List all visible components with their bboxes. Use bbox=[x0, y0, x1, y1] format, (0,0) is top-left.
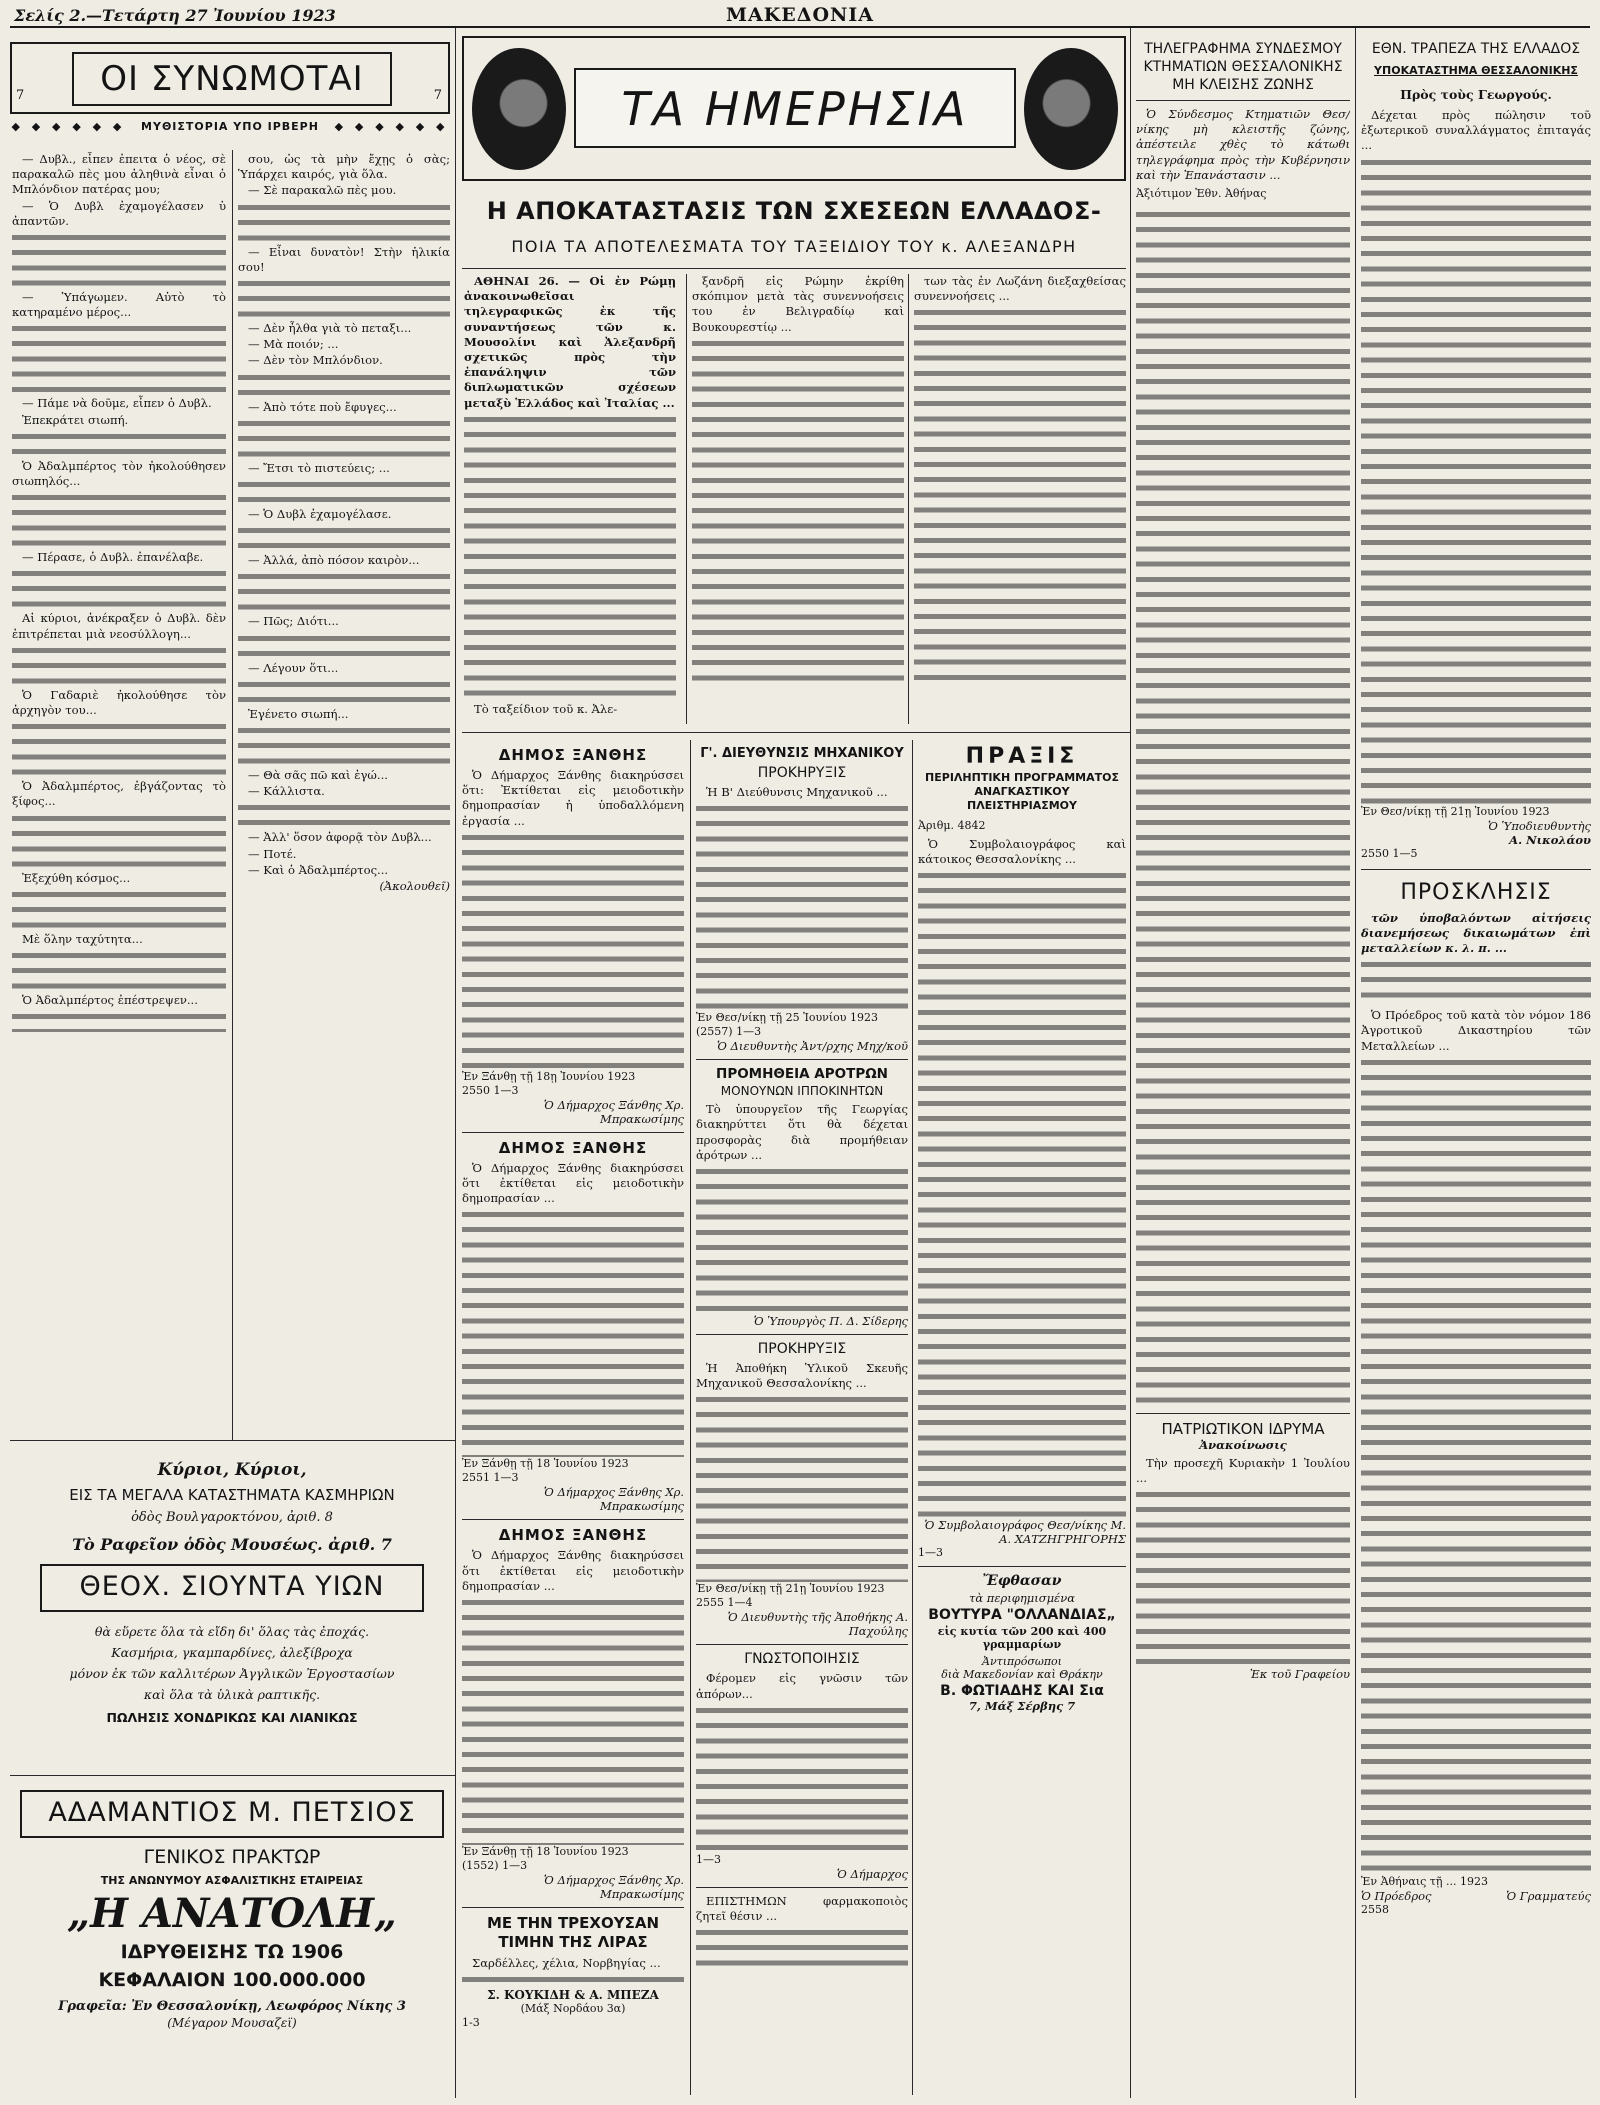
divider bbox=[10, 1775, 455, 1776]
kasmiria-line3: ὁδὸς Βουλγαροκτόνου, ἀριθ. 8 bbox=[131, 1510, 333, 1525]
column-rule bbox=[912, 740, 913, 2095]
gnostopoiisis-body: Φέρομεν εἰς γνῶσιν τῶν ἀπόρων... bbox=[696, 1671, 908, 1701]
gnostopoiisis-title: ΓΝΩΣΤΟΠΟΙΗΣΙΣ bbox=[744, 1651, 860, 1668]
petsios-capital: ΚΕΦΑΛΑΙΟΝ 100.000.000 bbox=[98, 1969, 366, 1991]
telegram-title2: ΚΤΗΜΑΤΙΩΝ ΘΕΣΣΑΛΟΝΙΚΗΣ bbox=[1143, 59, 1343, 75]
mechanics-body: Ἡ Β' Διεύθυνσις Μηχανικοῦ ... bbox=[706, 785, 888, 799]
praxis-column bbox=[918, 740, 1126, 2095]
xanthi-signer: Ὁ Δήμαρχος Ξάνθης Χρ. Μπρακωσίμης bbox=[543, 1097, 684, 1126]
serial-para: — Λέγουν ὅτι... bbox=[248, 660, 339, 675]
serial-para: — Δυβλ., εἶπεν ἐπειτα ὁ νέος, σὲ παρακαλῶ πὲς μου ἀληθινὰ εἶναι ὁ Μπλόνδιον πατέρας μου; bbox=[12, 152, 226, 197]
divider bbox=[462, 732, 1130, 733]
praxis-body: Ὁ Συμβολαιογράφος καὶ κάτοικος Θεσσαλονίκης ... bbox=[918, 837, 1126, 867]
plows-body: Τὸ ὑπουργεῖον τῆς Γεωργίας διακηρύττει ὅτι θὰ δέχεται προσφορὰς διὰ προμήθειαν ἀρότρων ... bbox=[696, 1102, 908, 1162]
xanthi-title: ΔΗΜΟΣ ΞΑΝΘΗΣ bbox=[498, 1138, 648, 1157]
lira-address: (Μάξ Νορδάου 3α) bbox=[520, 2002, 626, 2016]
bank-date: Ἐν Θεσ/νίκῃ τῇ 21ῃ Ἰουνίου 1923 bbox=[1361, 804, 1550, 818]
column-rule bbox=[1355, 28, 1356, 2098]
left-portrait-medallion bbox=[472, 48, 566, 170]
serial-para: — Πέρασε, ὁ Δυβλ. ἐπανέλαβε. bbox=[22, 550, 204, 565]
divider bbox=[462, 268, 1126, 269]
butter-line2: τὰ περιφημισμένα bbox=[969, 1591, 1075, 1606]
news-subhead: ΠΟΙΑ ΤΑ ΑΠΟΤΕΛΕΣΜΑΤΑ ΤΟΥ ΤΑΞΕΙΔΙΟΥ ΤΟΥ κ. ΑΛΕΞΑΝΔΡΗ bbox=[511, 237, 1077, 256]
invitation-title: ΠΡΟΣΚΛΗΣΙΣ bbox=[1400, 879, 1552, 905]
serial-para: — Ἀλλά, ἀπὸ πόσον καιρὸν... bbox=[248, 553, 420, 568]
xanthi-ref: (1552) 1—3 bbox=[462, 1859, 528, 1873]
telegram-title3: ΜΗ ΚΛΕΙΣΗΣ ΖΩΝΗΣ bbox=[1172, 77, 1314, 93]
serial-para: — Σὲ παρακαλῶ πὲς μου. bbox=[248, 183, 397, 198]
serial-subtitle: ◆ ◆ ◆ ◆ ◆ ◆ ΜΥΘΙΣΤΟΡΙΑ ΥΠΟ ΙΡΒΕΡΗ ◆ ◆ ◆ ◆ ◆ ◆ bbox=[11, 120, 449, 133]
xanthi-signer: Ὁ Δήμαρχος Ξάνθης Χρ. Μπρακωσίμης bbox=[543, 1485, 684, 1514]
serial-para: — Ἀλλ' ὅσον ἀφορᾷ τὸν Δυβλ... bbox=[248, 830, 432, 845]
invitation-date: Ἐν Ἀθήναις τῇ ... 1923 bbox=[1361, 1874, 1488, 1888]
news-column-a bbox=[464, 274, 676, 724]
butter-line4: εἰς κυτία τῶν 200 καὶ 400 γραμμαρίων bbox=[937, 1625, 1107, 1652]
xanthi-signer: Ὁ Δήμαρχος Ξάνθης Χρ. Μπρακωσίμης bbox=[543, 1873, 684, 1902]
news-column-b bbox=[692, 274, 904, 724]
serial-subtitle-text: ΜΥΘΙΣΤΟΡΙΑ ΥΠΟ ΙΡΒΕΡΗ bbox=[141, 120, 319, 133]
serial-para: Ἐξεχύθη κόσμος... bbox=[22, 870, 131, 885]
news-column-c bbox=[914, 274, 1126, 724]
patriotic-title: ΠΑΤΡΙΩΤΙΚΟΝ ΙΔΡΥΜΑ bbox=[1161, 1420, 1325, 1439]
lira-ref: 1-3 bbox=[462, 2016, 480, 2030]
bank-signer: Α. Νικολάου bbox=[1509, 832, 1591, 847]
kasmiria-line8: καὶ ὅλα τὰ ὑλικὰ ραπτικῆς. bbox=[143, 1687, 321, 1702]
pharmacy-body: ΕΠΙΣΤΗΜΩΝ φαρμακοποιὸς ζητεῖ θέσιν ... bbox=[696, 1893, 908, 1924]
lira-signer: Σ. ΚΟΥΚΙΔΗ & Α. ΜΠΕΖΑ bbox=[487, 1988, 659, 2003]
petsios-role: ΓΕΝΙΚΟΣ ΠΡΑΚΤΩΡ bbox=[143, 1846, 321, 1868]
xanthi-ref: 2551 1—3 bbox=[462, 1471, 519, 1485]
kasmiria-line1: Κύριοι, Κύριοι, bbox=[157, 1460, 307, 1480]
xanthi-body: Ὁ Δήμαρχος Ξάνθης διακηρύσσει ὅτι ἐκτίθεται εἰς μειοδοτικὴν δημοπρασίαν ... bbox=[462, 1548, 684, 1593]
column-rule bbox=[455, 28, 456, 2098]
xanthi-body: Ὁ Δήμαρχος Ξάνθης διακηρύσσει ὅτι: Ἐκτίθεται εἰς μειοδοτικὴν δημοπρασίαν ἡ ὑποδαλλόμενη ἐργασία ... bbox=[462, 768, 684, 828]
patriotic-subtitle: Ἀνακοίνωσις bbox=[1199, 1438, 1287, 1453]
serial-para: — Πῶς; Διότι... bbox=[248, 614, 339, 629]
prokirixis-date: Ἐν Θεσ/νίκῃ τῇ 21ῃ Ἰουνίου 1923 bbox=[696, 1582, 885, 1596]
petsios-firm: „Η ΑΝΑΤΟΛΗ„ bbox=[67, 1890, 397, 1937]
kasmiria-line2: ΕΙΣ ΤΑ ΜΕΓΑΛΑ ΚΑΤΑΣΤΗΜΑΤΑ ΚΑΣΜΗΡΙΩΝ bbox=[69, 1486, 395, 1504]
petsios-company: ΤΗΣ ΑΝΩΝΥΜΟΥ ΑΣΦΑΛΙΣΤΙΚΗΣ ΕΤΑΙΡΕΙΑΣ bbox=[100, 1874, 364, 1887]
serial-para: — Θὰ σᾶς πῶ καὶ ἐγώ... bbox=[248, 768, 388, 783]
mechanics-ref: (2557) 1—3 bbox=[696, 1025, 762, 1039]
serial-para: — Ποτέ. bbox=[248, 846, 297, 861]
gnostopoiisis-signer: Ὁ Δήμαρχος bbox=[836, 1866, 908, 1881]
lira-title: ΜΕ ΤΗΝ ΤΡΕΧΟΥΣΑΝ ΤΙΜΗΝ ΤΗΣ ΛΙΡΑΣ bbox=[486, 1914, 660, 1952]
serial-para: σου, ὡς τὰ μὴν ἔχῃς ὁ σὰς; Ὑπάρχει καιρός, γιὰ ὅλα. bbox=[238, 152, 450, 182]
serial-para: Ὁ Γαδαριὲ ἠκολούθησε τὸν ἀρχηγὸν του... bbox=[12, 687, 226, 718]
serial-para: — Κάλλιστα. bbox=[248, 784, 325, 799]
serial-column-1 bbox=[12, 152, 226, 1032]
bank-signer-title: Ὁ Ὑποδιευθυντὴς bbox=[1488, 818, 1591, 833]
mechanics-dept: Γ'. ΔΙΕΥΘΥΝΣΙΣ ΜΗΧΑΝΙΚΟΥ bbox=[700, 746, 904, 761]
invitation-signer2: Ὁ Γραμματεύς bbox=[1506, 1888, 1591, 1903]
right-portrait-medallion bbox=[1024, 48, 1118, 170]
praxis-title: ΠΡΑΞΙΣ bbox=[965, 744, 1079, 769]
column-rule bbox=[232, 150, 233, 1440]
serial-para: Μὲ ὅλην ταχύτητα... bbox=[22, 931, 143, 946]
plows-subtitle: ΜΟΝΟΥΝΩΝ ΙΠΠΟΚΙΝΗΤΩΝ bbox=[720, 1084, 884, 1099]
page-header bbox=[10, 4, 1590, 28]
petsios-founded: ΙΔΡΥΘΕΙΣΗΣ ΤΩ 1906 bbox=[120, 1941, 344, 1963]
telegram-greeting: Ἀξιότιμον Ἐθν. Ἀθήνας bbox=[1136, 187, 1267, 201]
bank-title: ΕΘΝ. ΤΡΑΠΕΖΑ ΤΗΣ ΕΛΛΑΔΟΣ bbox=[1371, 41, 1581, 57]
gnostopoiisis-ref: 1—3 bbox=[696, 1852, 721, 1866]
serial-para: — Ἔτσι τὸ πιστεύεις; ... bbox=[248, 460, 390, 475]
serial-header bbox=[10, 40, 450, 150]
kasmiria-line5: θὰ εὕρετε ὅλα τὰ εἴδη δι' ὅλας τὰς ἐποχάς. bbox=[94, 1624, 370, 1639]
xanthi-column bbox=[462, 740, 684, 2095]
xanthi-date: Ἐν Ξάνθῃ τῇ 18 Ἰουνίου 1923 bbox=[462, 1457, 629, 1471]
butter-line3: ΒΟΥΤΥΡΑ "ΟΛΛΑΝΔΙΑΣ„ bbox=[928, 1607, 1116, 1624]
invitation-ref: 2558 bbox=[1361, 1902, 1389, 1916]
plows-title: ΠΡΟΜΗΘΕΙΑ ΑΡΟΤΡΩΝ bbox=[716, 1066, 888, 1083]
prokirixis-signer: Ὁ Διευθυντὴς τῆς Ἀποθήκης Α. Παχούλης bbox=[727, 1610, 908, 1639]
serial-para: — Πάμε νὰ δοῦμε, εἶπεν ὁ Δυβλ. bbox=[22, 396, 212, 411]
lira-body: Σαρδέλλες, χέλια, Νορβηγίας ... bbox=[472, 1956, 661, 1971]
newspaper-name: ΜΑΚΕΔΟΝΙΑ bbox=[725, 4, 875, 26]
serial-para: Ὁ Ἀδαλμπέρτος ἐπέστρεψεν... bbox=[22, 993, 198, 1008]
serial-para: — Ὁ Δυβλ ἐχαμογέλασε. bbox=[248, 507, 392, 522]
kasmiria-line6: Κασμήρια, γκαμπαρδίνες, ἀλεξίβροχα bbox=[111, 1645, 353, 1660]
praxis-signer: Ὁ Συμβολαιογράφος Θεσ/νίκης Μ. Α. ΧΑΤΖΗΓΡΗΓΟΡΗΣ bbox=[924, 1518, 1126, 1547]
serial-para: — Δὲν ἦλθα γιὰ τὸ πεταξι... bbox=[248, 321, 412, 336]
kasmiria-line9: ΠΩΛΗΣΙΣ ΧΟΝΔΡΙΚΩΣ ΚΑΙ ΛΙΑΝΙΚΩΣ bbox=[106, 1710, 358, 1725]
xanthi-title: ΔΗΜΟΣ ΞΑΝΘΗΣ bbox=[498, 1526, 648, 1545]
serial-para: Αἱ κύριοι, ἀνέκραξεν ὁ Δυβλ. δὲν ἐπιτρέπεται μιὰ νεοσύλλογη... bbox=[12, 611, 226, 641]
serial-number-left: 7 bbox=[16, 88, 25, 103]
bank-to: Πρὸς τοὺς Γεωργούς. bbox=[1400, 87, 1552, 102]
serial-column-2 bbox=[238, 152, 450, 1032]
praxis-ref: 1—3 bbox=[918, 1546, 943, 1560]
invitation-signer1: Ὁ Πρόεδρος bbox=[1361, 1888, 1432, 1903]
kasmiria-brand: ΘΕΟΧ. ΣΙΟΥΝΤΑ ΥΙΩΝ bbox=[40, 1564, 424, 1612]
column-rule bbox=[686, 274, 687, 724]
serial-para: Ἐγένετο σιωπή... bbox=[248, 706, 349, 721]
invitation-lead: τῶν ὑποβαλόντων αἰτήσεις διανεμήσεως δικαιωμάτων ἐπὶ μεταλλείων κ. λ. π. ... bbox=[1361, 910, 1591, 956]
mechanics-title: ΠΡΟΚΗΡΥΞΙΣ bbox=[757, 765, 847, 781]
news-banner-title: ΤΑ ΗΜΕΡΗΣΙΑ bbox=[574, 68, 1016, 148]
serial-title-box bbox=[10, 42, 450, 114]
mechanics-signer: Ὁ Διευθυντὴς Ἀντ/ρχης Μηχ/κοῦ bbox=[717, 1039, 908, 1054]
petsios-name: ΑΔΑΜΑΝΤΙΟΣ Μ. ΠΕΤΣΙΟΣ bbox=[20, 1790, 444, 1838]
invitation-body: Ὁ Πρόεδρος τοῦ κατὰ τὸν νόμον 186 Ἀγροτικοῦ Δικαστηρίου τῶν Μεταλλείων ... bbox=[1361, 1008, 1591, 1053]
xanthi-date: Ἐν Ξάνθῃ τῇ 18ῃ Ἰουνίου 1923 bbox=[462, 1069, 636, 1083]
serial-para: — Μὰ ποιόν; ... bbox=[248, 337, 339, 352]
butter-ad bbox=[918, 1573, 1126, 1713]
news-tail: Τὸ ταξείδιον τοῦ κ. Ἀλε- bbox=[474, 701, 618, 716]
serial-para: — Ἀπὸ τότε ποὺ ἔφυγες... bbox=[248, 399, 397, 414]
news-text: των τὰς ἐν Λωζάνη διεξαχθείσας συνεννοήσεις ... bbox=[914, 274, 1126, 304]
xanthi-ref: 2550 1—3 bbox=[462, 1083, 519, 1097]
serial-para: Ὁ Ἀδαλμπέρτος, ἐβγάζοντας τὸ ξίφος... bbox=[12, 779, 226, 809]
butter-line5: Ἀντιπρόσωποι bbox=[982, 1655, 1062, 1669]
column-rule bbox=[690, 740, 691, 2095]
xanthi-date: Ἐν Ξάνθῃ τῇ 18 Ἰουνίου 1923 bbox=[462, 1845, 629, 1859]
xanthi-title: ΔΗΜΟΣ ΞΑΝΘΗΣ bbox=[498, 746, 648, 764]
patriotic-signer: Ἐκ τοῦ Γραφείου bbox=[1249, 1667, 1350, 1682]
petsios-address2: (Μέγαρον Μουσαζεϊ) bbox=[167, 2016, 297, 2030]
xanthi-body: Ὁ Δήμαρχος Ξάνθης διακηρύσσει ὅτι ἐκτίθεται εἰς μειοδοτικὴν δημοπρασίαν ... bbox=[462, 1160, 684, 1206]
page-date: Σελίς 2.—Τετάρτη 27 Ἰουνίου 1923 bbox=[14, 6, 336, 25]
butter-line6: διὰ Μακεδονίαν καὶ Θράκην bbox=[941, 1668, 1103, 1682]
news-headline: Η ΑΠΟΚΑΤΑΣΤΑΣΙΣ ΤΩΝ ΣΧΕΣΕΩΝ ΕΛΛΑΔΟΣ- bbox=[486, 197, 1102, 225]
news-banner bbox=[462, 36, 1126, 181]
kasmiria-line7: μόνον ἐκ τῶν καλλιτέρων Ἀγγλικῶν Ἐργοστασίων bbox=[69, 1666, 395, 1681]
news-text: ξανδρῆ εἰς Ρώμην ἐκρίθη σκόπιμον μετὰ τὰς συνεννοήσεις του ἐν Βελιγραδίῳ καὶ Βουκουρεστίῳ ... bbox=[692, 274, 904, 334]
prokirixis-ref: 2555 1—4 bbox=[696, 1596, 753, 1610]
serial-para: — Ὁ Δυβλ ἐχαμογέλασεν ὑ ἀπαντῶν. bbox=[12, 198, 226, 228]
news-text: ΑΘΗΝΑΙ 26. — Οἱ ἐν Ρώμῃ ἀνακοινωθεῖσαι τηλεγραφικῶς ἐκ τῆς συναντήσεως τῶν κ. Μουσολίνι καὶ Ἀλεξανδρῆ σχετικῶς πρὸς τὴν ἐπανάληψιν τῶν διπλωματικῶν σχέσεων μεταξὺ Ἑλλάδος καὶ Ἰταλίας ... bbox=[464, 274, 676, 410]
serial-para: — Καὶ ὁ Ἀδαλμπέρτος... bbox=[248, 862, 389, 877]
patriotic-body: Τὴν προσεχῆ Κυριακὴν 1 Ἰουλίου ... bbox=[1136, 1456, 1350, 1486]
prokirixis-title: ΠΡΟΚΗΡΥΞΙΣ bbox=[757, 1341, 847, 1358]
mechanics-column bbox=[696, 740, 908, 2095]
column-rule bbox=[908, 274, 909, 724]
praxis-subtitle: ΠΕΡΙΛΗΠΤΙΚΗ ΠΡΟΓΡΑΜΜΑΤΟΣ ΑΝΑΓΚΑΣΤΙΚΟΥ ΠΛΕΙΣΤΗΡΙΑΣΜΟΥ bbox=[925, 771, 1119, 812]
serial-para: Ἐπεκράτει σιωπή. bbox=[22, 412, 129, 427]
serial-para: — Δὲν τὸν Μπλόνδιον. bbox=[248, 353, 383, 368]
divider bbox=[10, 1440, 455, 1441]
bank-column bbox=[1361, 40, 1591, 2090]
bank-subtitle: ΥΠΟΚΑΤΑΣΤΗΜΑ ΘΕΣΣΑΛΟΝΙΚΗΣ bbox=[1374, 64, 1578, 77]
petsios-address: Γραφεῖα: Ἐν Θεσσαλονίκῃ, Λεωφόρος Νίκης 3 bbox=[58, 1999, 406, 2014]
telegram-body: Ὁ Σύνδεσμος Κτηματιῶν Θεσ/νίκης μὴ κλειστῆς ζώνης, ἀπέστειλε χθὲς τὸ κάτωθι τηλεγράφημα πρὸς τὴν Κυβέρνησιν καὶ τὴν Ἐπανάστασιν ... bbox=[1136, 107, 1350, 182]
serial-continued: (Ἀκολουθεῖ) bbox=[379, 879, 450, 894]
mechanics-date: Ἐν Θεσ/νίκῃ τῇ 25 Ἰουνίου 1923 bbox=[696, 1011, 878, 1025]
plows-signer: Ὁ Ὑπουργὸς Π. Δ. Σίδερης bbox=[753, 1314, 908, 1329]
telegram-title1: ΤΗΛΕΓΡΑΦΗΜΑ ΣΥΝΔΕΣΜΟΥ bbox=[1144, 41, 1342, 57]
serial-title: ΟΙ ΣΥΝΩΜΟΤΑΙ bbox=[72, 52, 392, 106]
serial-para: — Εἶναι δυνατὸν! Στὴν ἡλικία σου! bbox=[238, 244, 450, 274]
serial-para: Ὁ Ἀδαλμπέρτος τὸν ἠκολούθησεν σιωπηλός... bbox=[12, 458, 226, 489]
kasmiria-line4: Τὸ Ραφεῖον ὁδὸς Μουσέως. ἀριθ. 7 bbox=[72, 1535, 392, 1554]
bank-ref: 2550 1—5 bbox=[1361, 846, 1418, 860]
butter-line7: Β. ΦΩΤΙΑΔΗΣ ΚΑΙ Σια bbox=[940, 1683, 1104, 1700]
praxis-num: Ἀριθμ. 4842 bbox=[918, 819, 986, 832]
prokirixis-body: Ἡ Ἀποθήκη Ὑλικοῦ Σκευῆς Μηχανικοῦ Θεσσαλονίκης ... bbox=[696, 1361, 908, 1391]
column-rule bbox=[1130, 28, 1131, 2098]
butter-line8: 7, Μάξ Σέρβης 7 bbox=[968, 1699, 1076, 1714]
serial-number-right: 7 bbox=[433, 88, 442, 103]
petsios-ad bbox=[14, 1790, 450, 2090]
butter-line1: Ἔφθασαν bbox=[982, 1573, 1062, 1590]
serial-para: — Ὑπάγωμεν. Αὐτὸ τὸ κατηραμένο μέρος... bbox=[12, 290, 226, 320]
bank-body: Δέχεται πρὸς πώλησιν τοῦ ἐξωτερικοῦ συναλλάγματος ἐπιταγάς ... bbox=[1361, 108, 1591, 153]
telegram-column bbox=[1136, 40, 1350, 2090]
kasmiria-ad bbox=[14, 1448, 450, 1748]
